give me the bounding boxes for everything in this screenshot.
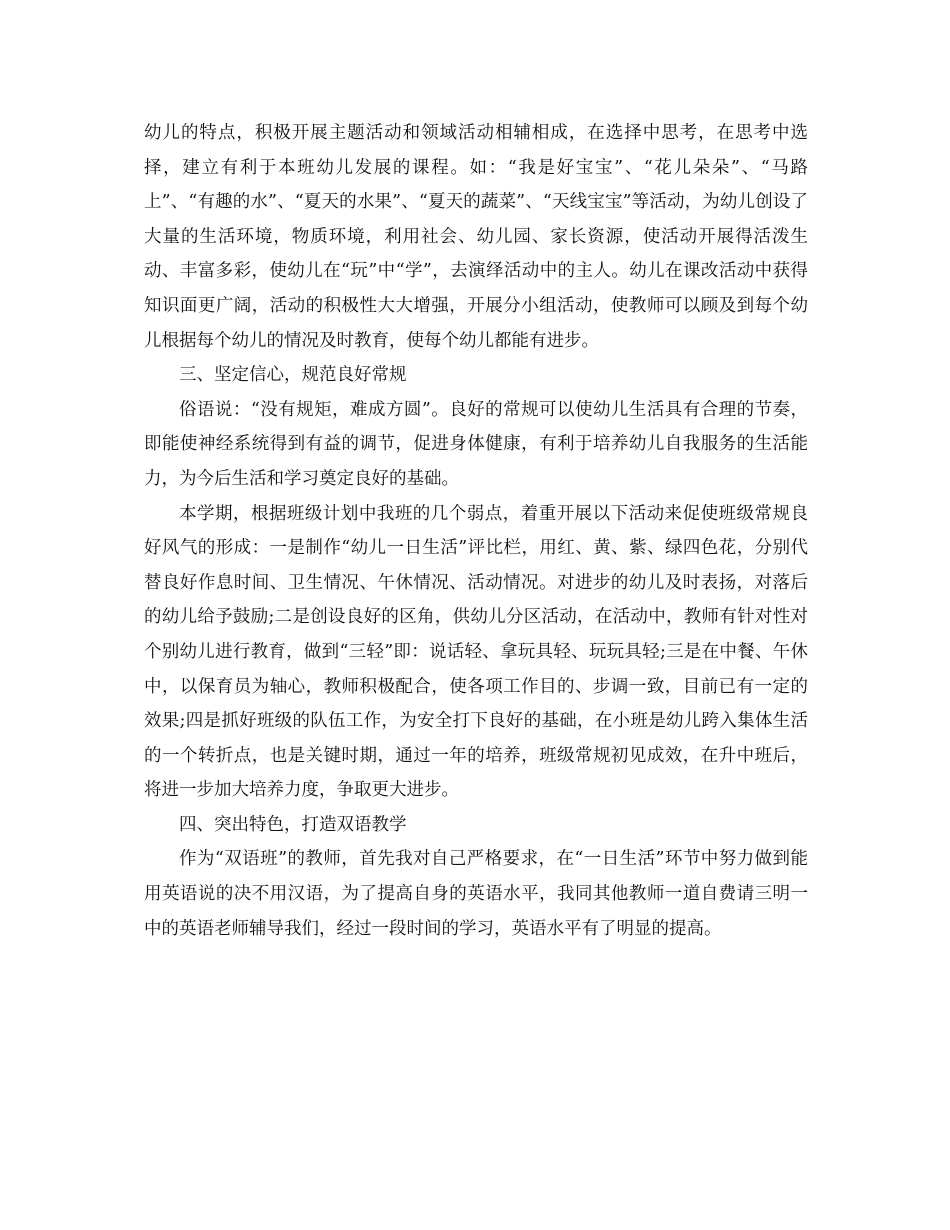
paragraph-routine-proverb: 俗语说：“没有规矩，难成方圆”。良好的常规可以使幼儿生活具有合理的节奏，即能使神经系统得到有益的调节，促进身体健康，有利于培养幼儿自我服务的生活能力，为今后生活和学习奠定良好的基础。 bbox=[144, 399, 808, 489]
paragraph-bilingual-teaching: 作为“双语班”的教师，首先我对自己严格要求，在“一日生活”环节中努力做到能用英语说的决不用汉语，为了提高自身的英语水平，我同其他教师一道自费请三明一中的英语老师辅导我们，经过一段时间的学习，英语水平有了明显的提高。 bbox=[144, 849, 808, 939]
document-body bbox=[144, 116, 808, 946]
section-heading-3: 三、坚定信心，规范良好常规 bbox=[179, 365, 407, 386]
section-heading-4: 四、突出特色，打造双语教学 bbox=[179, 814, 407, 835]
paragraph-continuation: 幼儿的特点，积极开展主题活动和领域活动相辅相成，在选择中思考，在思考中选择，建立有利于本班幼儿发展的课程。如：“我是好宝宝”、“花儿朵朵”、“马路上”、“有趣的水”、“夏天的水果”、“夏天的蔬菜”、“天线宝宝”等活动，为幼儿创设了大量的生活环境，物质环境，利用社会、幼儿园、家长资源，使活动开展得活泼生动、丰富多彩，使幼儿在“玩”中“学”，去演绎活动中的主人。幼儿在课改活动中获得知识面更广阔，活动的积极性大大增强，开展分小组活动，使教师可以顾及到每个幼儿根据每个幼儿的情况及时教育，使每个幼儿都能有进步。 bbox=[144, 123, 808, 351]
paragraph-semester-activities: 本学期，根据班级计划中我班的几个弱点，着重开展以下活动来促使班级常规良好风气的形成：一是制作“幼儿一日生活”评比栏，用红、黄、紫、绿四色花，分别代替良好作息时间、卫生情况、午休情况、活动情况。对进步的幼儿及时表扬，对落后的幼儿给予鼓励;二是创设良好的区角，供幼儿分区活动，在活动中，教师有针对性对个别幼儿进行教育，做到“三轻”即：说话轻、拿玩具轻、玩玩具轻;三是在中餐、午休中，以保育员为轴心，教师积极配合，使各项工作目的、步调一致，目前已有一定的效果;四是抓好班级的队伍工作，为安全打下良好的基础，在小班是幼儿跨入集体生活的一个转折点，也是关键时期，通过一年的培养，班级常规初见成效，在升中班后，将进一步加大培养力度，争取更大进步。 bbox=[144, 503, 808, 801]
